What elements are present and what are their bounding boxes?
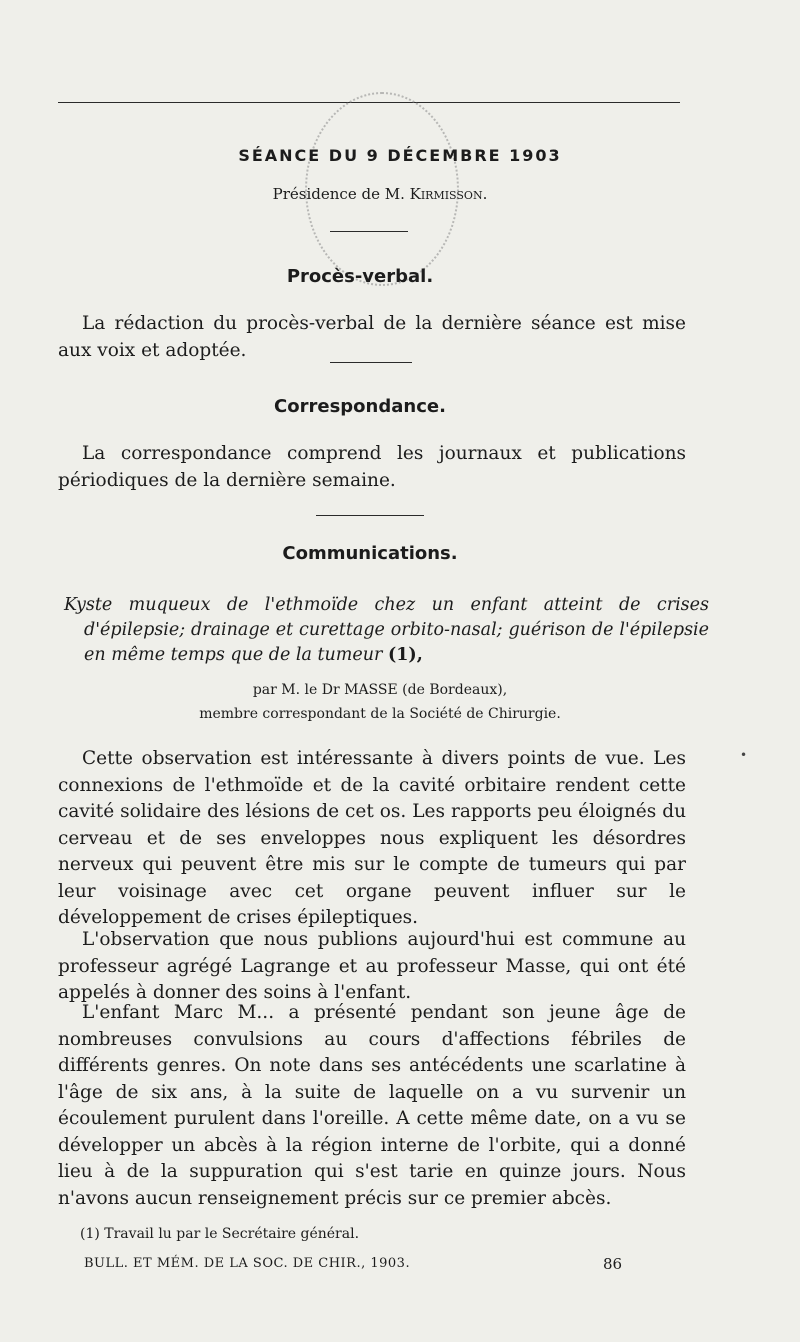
- proces-verbal-text: La rédaction du procès-verbal de la dernière séance est mise aux voix et adoptée.: [58, 313, 686, 361]
- author-line: par M. le Dr MASSE (de Bordeaux),: [252, 682, 508, 698]
- member-line: membre correspondant de la Société de Chirurgie.: [199, 706, 561, 722]
- president-name: Kirmisson: [409, 185, 483, 203]
- body-paragraph: L'observation que nous publions aujourd'hui est commune au professeur agrégé Lagrange et au professeur Masse, qui ont été appelés à donner des soins à l'enfant.: [58, 929, 686, 1003]
- body-paragraph: Cette observation est intéressante à divers points de vue. Les connexions de l'ethmoïde et de la cavité orbitaire rendent cette cavité solidaire des lésions de cet os. Les rapports peu éloignés du cerveau et de ses enveloppes nous expliquent les désordres nerveux qui peuvent être mis sur le compte de tumeurs qui par leur voisinage avec cet organe peuvent influer sur le développement de crises épileptiques.: [58, 748, 686, 928]
- presidency-rule: [330, 231, 408, 232]
- presidency-line: [0, 185, 760, 203]
- session-heading: SÉANCE DU 9 DÉCEMBRE 1903: [238, 146, 562, 165]
- section-rule: [316, 515, 424, 516]
- page-number: 86: [603, 1255, 623, 1273]
- article-title: [64, 593, 709, 668]
- presidency-prefix: Présidence de M.: [272, 185, 410, 203]
- running-footer: BULL. ET MÉM. DE LA SOC. DE CHIR., 1903.: [84, 1256, 411, 1271]
- footnote: (1) Travail lu par le Secrétaire général.: [80, 1226, 360, 1242]
- article-title-text: Kyste muqueux de l'ethmoïde chez un enfant atteint de crises d'épilepsie; drainage et curettage orbito-nasal; guérison de l'épilepsie en même temps que de la tumeur: [64, 595, 709, 665]
- proces-verbal-title: Procès-verbal.: [286, 266, 434, 287]
- communications-title: Communications.: [282, 543, 458, 564]
- section-rule: [330, 362, 412, 363]
- margin-mark: •: [740, 748, 748, 762]
- article-footnote-ref: (1),: [387, 645, 423, 665]
- correspondance-text: La correspondance comprend les journaux et publications périodiques de la dernière semaine.: [58, 443, 686, 491]
- body-paragraph: L'enfant Marc M... a présenté pendant son jeune âge de nombreuses convulsions au cours d'affections fébriles de différents genres. On note dans ses antécédents une scarlatine à l'âge de six ans, à la suite de laquelle on a vu survenir un écoulement purulent dans l'oreille. A cette même date, on a vu se développer un abcès à la région interne de l'orbite, qui a donné lieu à de la suppuration qui s'est tarie en quinze jours. Nous n'avons aucun renseignement précis sur ce premier abcès.: [58, 1002, 686, 1209]
- correspondance-title: Correspondance.: [274, 396, 446, 417]
- presidency-suffix: .: [482, 185, 488, 203]
